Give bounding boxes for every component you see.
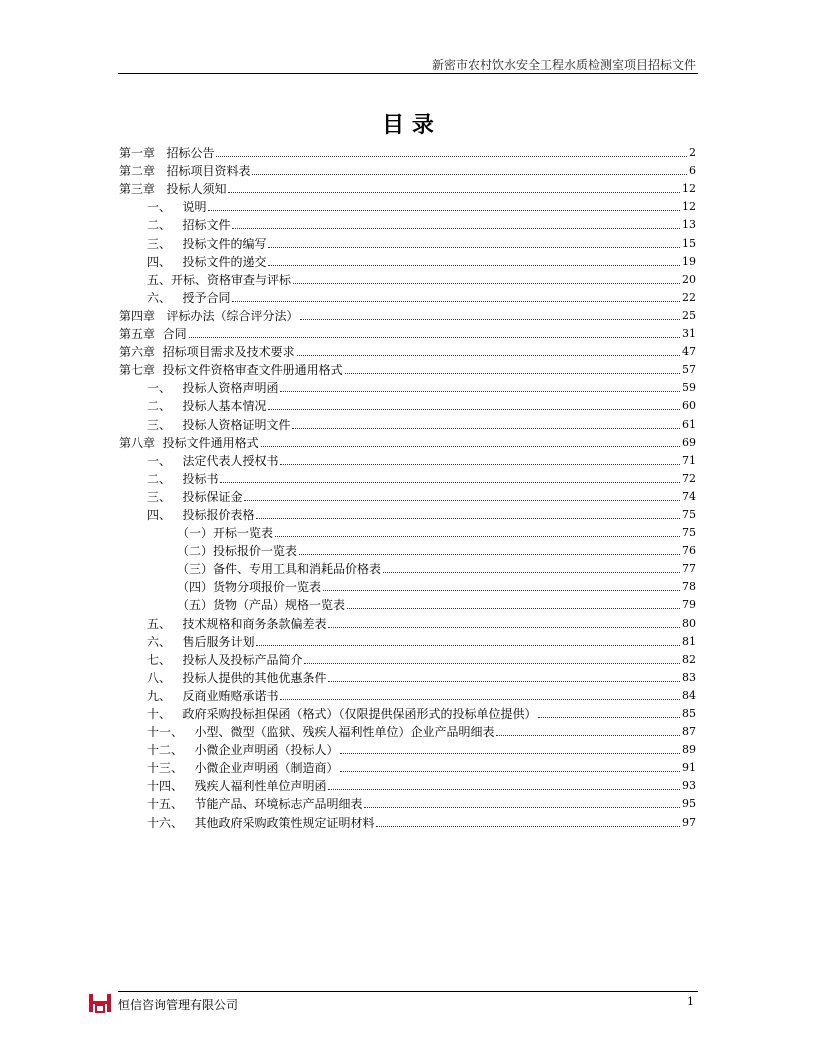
toc-dot-leader: [208, 209, 680, 211]
toc-dot-leader: [323, 589, 680, 591]
toc-entry-label: 三、 投标文件的编写: [147, 236, 267, 251]
toc-entry-page: 20: [682, 272, 696, 286]
toc-dot-leader: [328, 680, 680, 682]
toc-entry-page: 79: [682, 598, 696, 612]
toc-entry-page: 78: [682, 580, 696, 594]
toc-entry[interactable]: [119, 631, 696, 649]
toc-entry-label: 十、 政府采购投标担保函（格式）（仅限提供保函形式的投标单位提供）: [147, 707, 537, 721]
toc-entry[interactable]: [119, 413, 696, 431]
toc-entry-label: 第四章 评标办法（综合评分法）: [119, 308, 299, 323]
toc-entry[interactable]: [119, 305, 696, 323]
toc-entry-page: 22: [682, 290, 696, 304]
toc-dot-leader: [383, 571, 680, 573]
toc-entry-label: 十一、 小型、微型（监狱、残疾人福利性单位）企业产品明细表: [147, 725, 495, 740]
toc-entry-page: 60: [682, 399, 696, 413]
toc-entry-label: 五、 技术规格和商务条款偏差表: [147, 616, 327, 631]
toc-dot-leader: [216, 155, 687, 157]
toc-entry[interactable]: [119, 739, 696, 757]
toc-dot-leader: [496, 734, 680, 736]
toc-entry[interactable]: [119, 251, 696, 269]
toc-entry-label: 九、 反商业贿赂承诺书: [147, 688, 279, 703]
table-of-contents: [119, 142, 696, 830]
page-title: 目 录: [382, 112, 434, 138]
toc-dot-leader: [304, 662, 680, 664]
toc-entry-page: 72: [682, 471, 696, 485]
toc-entry-page: 77: [682, 562, 696, 576]
toc-entry[interactable]: [119, 214, 696, 232]
toc-entry-page: 71: [682, 453, 696, 467]
toc-entry-label: 八、 投标人提供的其他优惠条件: [147, 670, 327, 685]
toc-dot-leader: [293, 282, 680, 284]
toc-entry[interactable]: [119, 649, 696, 667]
toc-entry-page: 19: [682, 254, 696, 268]
toc-entry[interactable]: [119, 341, 696, 359]
toc-entry-page: 87: [682, 725, 696, 739]
footer-page-number: 1: [687, 995, 694, 1008]
toc-entry[interactable]: [119, 142, 696, 160]
toc-entry-label: 第二章 招标项目资料表: [119, 164, 251, 179]
toc-entry-page: 84: [682, 688, 696, 702]
toc-entry-label: 十五、 节能产品、环境标志产品明细表: [147, 797, 363, 812]
toc-entry-label: 四、 投标文件的递交: [147, 254, 267, 269]
toc-entry-page: 6: [689, 164, 696, 178]
toc-entry[interactable]: [119, 287, 696, 305]
toc-dot-leader: [280, 390, 680, 392]
toc-dot-leader: [252, 173, 687, 175]
toc-dot-leader: [328, 626, 680, 628]
toc-entry-label: 六、 售后服务计划: [147, 634, 255, 649]
toc-entry[interactable]: [119, 395, 696, 413]
company-logo-icon: [88, 993, 112, 1013]
footer-divider: [118, 991, 698, 992]
header-divider: [118, 73, 698, 74]
toc-dot-leader: [345, 372, 680, 374]
toc-entry-label: （五）货物（产品）规格一览表: [177, 598, 346, 613]
toc-entry-label: 十二、 小微企业声明函（投标人）: [147, 743, 339, 758]
toc-entry-page: 59: [682, 381, 696, 395]
toc-entry[interactable]: [119, 486, 696, 504]
toc-entry-label: 第一章 招标公告: [119, 146, 215, 161]
toc-entry-label: （一）开标一览表: [177, 526, 274, 541]
toc-entry[interactable]: [119, 432, 696, 450]
toc-entry-label: 第七章 投标文件资格审查文件册通用格式: [119, 363, 343, 378]
toc-entry[interactable]: [119, 775, 696, 793]
toc-entry[interactable]: [119, 793, 696, 811]
toc-entry-page: 57: [682, 363, 696, 377]
toc-entry[interactable]: [119, 703, 696, 721]
toc-entry-page: 89: [682, 743, 696, 757]
toc-dot-leader: [256, 644, 680, 646]
toc-entry[interactable]: [119, 359, 696, 377]
toc-entry-label: 十三、 小微企业声明函（制造商）: [147, 761, 339, 776]
toc-dot-leader: [299, 553, 680, 555]
toc-entry-page: 15: [682, 236, 696, 250]
toc-dot-leader: [228, 191, 680, 193]
toc-entry-label: 第三章 投标人须知: [119, 182, 227, 197]
toc-dot-leader: [261, 445, 680, 447]
toc-entry[interactable]: [119, 377, 696, 395]
toc-entry-page: 12: [682, 200, 696, 214]
toc-entry-label: 一、 投标人资格声明函: [147, 381, 279, 396]
document-header-title: 新密市农村饮水安全工程水质检测室项目招标文件: [431, 58, 696, 72]
toc-entry-page: 75: [682, 526, 696, 540]
toc-entry-page: 2: [689, 146, 696, 160]
toc-entry-label: 第六章 招标项目需求及技术要求: [119, 345, 295, 360]
toc-entry-label: 二、 投标人基本情况: [147, 399, 267, 414]
toc-entry-label: （三）备件、专用工具和消耗品价格表: [177, 562, 382, 577]
toc-entry-page: 69: [682, 435, 696, 449]
toc-dot-leader: [220, 481, 680, 483]
toc-entry-page: 12: [682, 182, 696, 196]
toc-entry[interactable]: [119, 757, 696, 775]
toc-dot-leader: [244, 499, 680, 501]
toc-dot-leader: [268, 264, 680, 266]
toc-entry-label: 四、 投标报价表格: [147, 507, 255, 522]
toc-entry[interactable]: [119, 558, 696, 576]
toc-entry[interactable]: [119, 685, 696, 703]
toc-dot-leader: [347, 607, 680, 609]
toc-entry[interactable]: [119, 178, 696, 196]
toc-entry[interactable]: [119, 540, 696, 558]
toc-entry[interactable]: [119, 612, 696, 630]
toc-entry-page: 75: [682, 507, 696, 521]
toc-dot-leader: [280, 463, 680, 465]
toc-entry[interactable]: [119, 811, 696, 829]
toc-entry-page: 85: [682, 707, 696, 720]
toc-entry-page: 76: [682, 544, 696, 558]
toc-entry-page: 74: [682, 489, 696, 503]
toc-entry-label: 七、 投标人及投标产品简介: [147, 652, 303, 667]
toc-entry[interactable]: [119, 721, 696, 739]
toc-entry-label: 十六、 其他政府采购政策性规定证明材料: [147, 815, 375, 830]
toc-entry[interactable]: [119, 594, 696, 612]
toc-entry-label: 十四、 残疾人福利性单位声明函: [147, 779, 327, 794]
toc-entry-page: 31: [682, 327, 696, 341]
toc-entry-page: 61: [682, 417, 696, 431]
toc-entry-page: 95: [682, 797, 696, 811]
toc-entry-page: 25: [682, 308, 696, 322]
toc-entry[interactable]: [119, 522, 696, 540]
toc-entry-label: 一、 法定代表人授权书: [147, 453, 279, 468]
toc-entry[interactable]: [119, 196, 696, 214]
toc-entry-label: 五、开标、资格审查与评标: [147, 272, 292, 287]
toc-entry-page: 47: [682, 345, 696, 359]
toc-dot-leader: [300, 318, 680, 320]
toc-dot-leader: [340, 752, 680, 754]
toc-entry-label: 二、 投标书: [147, 471, 219, 486]
toc-entry-label: 三、 投标保证金: [147, 489, 243, 504]
toc-dot-leader: [268, 246, 680, 248]
toc-entry[interactable]: [119, 450, 696, 468]
footer-company-name: 恒信咨询管理有限公司: [118, 998, 239, 1012]
toc-dot-leader: [364, 806, 680, 808]
toc-entry-page: 97: [682, 815, 696, 829]
toc-dot-leader: [280, 698, 680, 700]
toc-entry-page: 13: [682, 218, 696, 232]
toc-dot-leader: [256, 517, 680, 519]
toc-dot-leader: [292, 427, 680, 429]
toc-entry-label: 一、 说明: [147, 200, 207, 215]
toc-entry-label: 第八章 投标文件通用格式: [119, 435, 259, 450]
toc-entry[interactable]: [119, 269, 696, 287]
toc-entry[interactable]: [119, 504, 696, 522]
toc-entry[interactable]: [119, 323, 696, 341]
toc-entry-page: 91: [682, 761, 696, 775]
toc-dot-leader: [340, 770, 680, 772]
toc-dot-leader: [232, 227, 680, 229]
toc-entry-page: 81: [682, 634, 696, 648]
toc-entry-label: 三、 投标人资格证明文件: [147, 417, 291, 432]
toc-dot-leader: [538, 716, 680, 718]
toc-dot-leader: [232, 300, 680, 302]
toc-entry-label: 第五章 合同: [119, 327, 187, 342]
toc-entry[interactable]: [119, 232, 696, 250]
toc-entry[interactable]: [119, 576, 696, 594]
toc-dot-leader: [328, 788, 680, 790]
toc-dot-leader: [189, 336, 680, 338]
toc-entry[interactable]: [119, 468, 696, 486]
toc-dot-leader: [275, 535, 680, 537]
toc-entry[interactable]: [119, 160, 696, 178]
toc-entry[interactable]: [119, 667, 696, 685]
toc-entry-page: 80: [682, 616, 696, 630]
toc-entry-page: 82: [682, 652, 696, 666]
toc-entry-label: （四）货物分项报价一览表: [177, 580, 322, 595]
toc-entry-label: 二、 招标文件: [147, 218, 231, 233]
toc-entry-page: 93: [682, 779, 696, 793]
toc-entry-label: （二）投标报价一览表: [177, 544, 298, 559]
toc-entry-page: 83: [682, 670, 696, 684]
toc-entry-label: 六、 授予合同: [147, 290, 231, 305]
toc-dot-leader: [268, 408, 680, 410]
toc-dot-leader: [376, 825, 680, 827]
toc-dot-leader: [297, 354, 680, 356]
